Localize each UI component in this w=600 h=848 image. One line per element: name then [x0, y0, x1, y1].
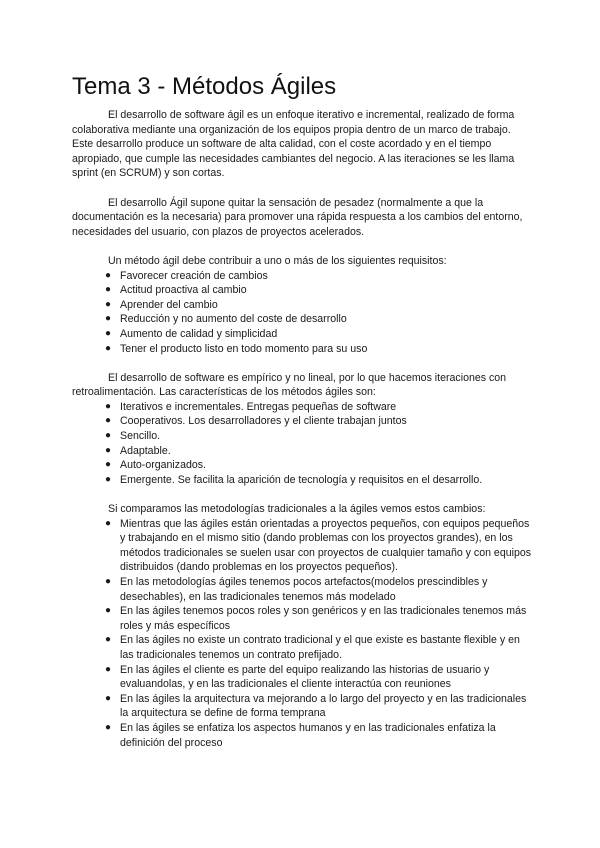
- bullet-icon: ●: [105, 459, 112, 471]
- bullet-icon: ●: [105, 430, 112, 442]
- list-item: ● Iterativos e incrementales. Entregas pequeñas de software: [105, 400, 397, 413]
- list-item: ● Aprender del cambio: [105, 298, 218, 311]
- characteristics-list: [72, 400, 532, 488]
- bullet-icon: ●: [105, 517, 112, 529]
- bullet-icon: ●: [105, 313, 112, 325]
- list-item: ● En las ágiles el cliente es parte del equipo realizando las historias de usuario y evaluandolas, y en las tradicionales el cliente interactúa con reuniones: [105, 663, 490, 691]
- bullet-icon: ●: [105, 298, 112, 310]
- list-item: ● Mientras que las ágiles están orientadas a proyectos pequeños, con equipos pequeños y trabajando en el mismo sitio (dando problemas con los proyectos grandes), en los métodos tradicionales se suelen usar con proyectos de cualquier tamaño y con equipos distribuidos (dando problemas en los proyectos pequeños).: [105, 517, 532, 574]
- list-item: ● Reducción y no aumento del coste de desarrollo: [105, 313, 347, 326]
- comparison-intro: Si comparamos las metodologías tradicionales a la ágiles vemos estos cambios:: [108, 503, 486, 516]
- list-item: ● En las ágiles se enfatiza los aspectos humanos y en las tradicionales enfatiza la definición del proceso: [105, 721, 496, 749]
- requirements-list: [72, 269, 532, 357]
- bullet-icon: ●: [105, 400, 112, 412]
- list-item: ● Sencillo.: [105, 430, 161, 443]
- list-item: ● Auto-organizados.: [105, 459, 206, 472]
- spacer: [72, 181, 532, 196]
- bullet-icon: ●: [105, 284, 112, 296]
- spacer: [72, 239, 532, 254]
- list-item: ● Cooperativos. Los desarrolladores y el cliente trabajan juntos: [105, 415, 407, 428]
- list-item: ● Emergente. Se facilita la aparición de tecnología y requisitos en el desarrollo.: [105, 473, 483, 486]
- bullet-icon: ●: [105, 415, 112, 427]
- list-item: ● En las ágiles la arquitectura va mejorando a lo largo del proyecto y en las tradicionales la arquitectura se define de forma temprana: [105, 692, 527, 720]
- bullet-icon: ●: [105, 663, 112, 675]
- list-item: ● En las metodologías ágiles tenemos pocos artefactos(modelos prescindibles y desechables), en las tradicionales tenemos más modelado: [105, 576, 488, 603]
- bullet-icon: ●: [105, 327, 112, 339]
- bullet-icon: ●: [105, 576, 112, 587]
- bullet-icon: ●: [105, 634, 112, 646]
- bullet-icon: ●: [105, 605, 112, 617]
- list-item: ● En las ágiles no existe un contrato tradicional y el que existe es bastante flexible y en las tradicionales tenemos un contrato prefijado.: [105, 634, 520, 661]
- list-item: ● Adaptable.: [105, 444, 171, 457]
- bullet-icon: ●: [105, 342, 112, 354]
- intro-paragraph: El desarrollo de software ágil es un enfoque iterativo e incremental, realizado de forma colaborativa mediante una organización de los equipos propia dentro de un marco de trabajo. Este desarrollo produce un software de alta calidad, con el coste acordado y en el tiempo apropiado, que cumple las necesidades cambiantes del negocio. A las iteraciones se les llama sprint (en SCRUM) y son cortas.: [72, 109, 515, 180]
- document-page: [72, 72, 532, 750]
- page-title: Tema 3 - Métodos Ágiles: [72, 73, 337, 100]
- bullet-icon: ●: [105, 444, 112, 456]
- spacer: [72, 356, 532, 371]
- list-item: ● Actitud proactiva al cambio: [105, 284, 247, 297]
- bullet-icon: ●: [105, 692, 112, 704]
- agile-description-paragraph: El desarrollo Ágil supone quitar la sensación de pesadez (normalmente a que la documentación es la necesaria) para promover una rápida respuesta a los cambios del entorno, necesidades del usuario, con plazos de proyectos acelerados.: [72, 196, 523, 238]
- list-item: ● Favorecer creación de cambios: [105, 269, 268, 282]
- requirements-intro: Un método ágil debe contribuir a uno o más de los siguientes requisitos:: [108, 254, 447, 267]
- bullet-icon: ●: [105, 721, 112, 733]
- bullet-icon: ●: [105, 473, 112, 485]
- list-item: ● En las ágiles tenemos pocos roles y son genéricos y en las tradicionales tenemos más roles y más específicos: [105, 605, 527, 632]
- list-item: ● Tener el producto listo en todo momento para su uso: [105, 342, 368, 355]
- spacer: [72, 487, 532, 502]
- comparison-list: [72, 517, 532, 751]
- characteristics-intro: El desarrollo de software es empírico y no lineal, por lo que hacemos iteraciones con retroalimentación. Las características de los métodos ágiles son:: [72, 371, 507, 399]
- list-item: ● Aumento de calidad y simplicidad: [105, 327, 278, 340]
- bullet-icon: ●: [105, 269, 112, 281]
